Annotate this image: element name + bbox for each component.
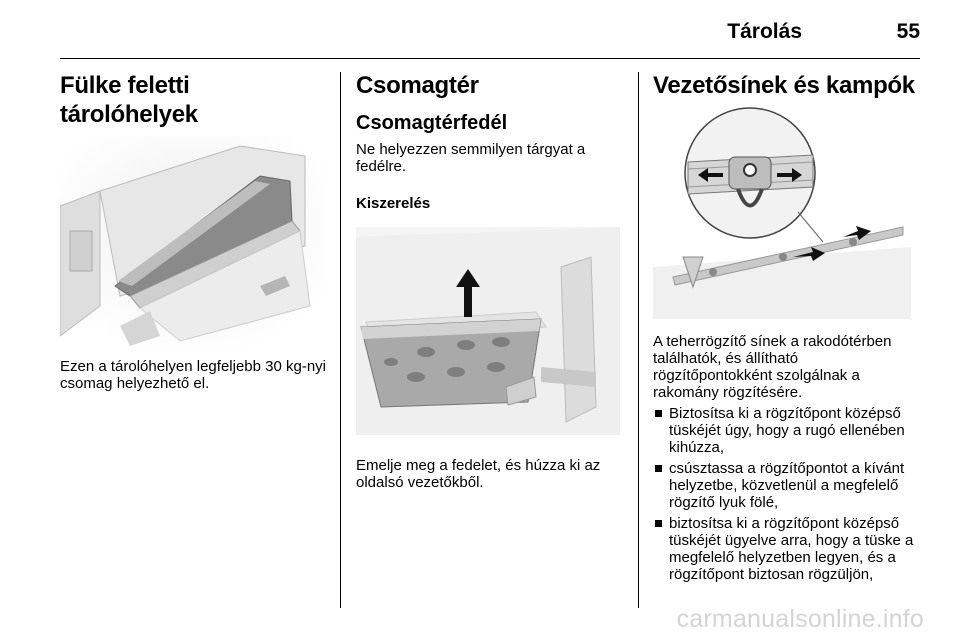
column-overhead-storage [60,72,330,392]
list-item: csúsztassa a rögzítőpontot a kívánt helyzetbe, közvetlenül a megfelelő rögzítő lyuk fölé, [653,460,925,511]
column-rails-hooks [653,72,925,587]
watermark: carmanualsonline.info [676,605,924,633]
column-luggage-compartment [356,72,624,491]
rails-intro: A teherrögzítő sínek a rakodótérben találhatók, és állítható rögzítőpontokként szolgálnak a rakomány rögzítésére. [653,332,892,401]
rails-instructions-list [653,405,925,583]
luggage-cover-illustration [356,227,620,435]
section-title: Tárolás [727,20,802,43]
list-item: Biztosítsa ki a rögzítőpont középső tüskéjét úgy, hogy a rugó ellenében kihúzza, [653,405,925,456]
column-divider [340,72,341,608]
list-item: biztosítsa ki a rögzítőpont középső tüskéjét ügyelve arra, hogy a tüske a megfelelő helyzetben legyen, és a rögzítőpont biztosan rögzüljön, [653,515,925,583]
overhead-storage-caption: Ezen a tárolóhelyen legfeljebb 30 kg-nyi csomag helyezhető el. [60,357,327,392]
page-number: 55 [896,20,920,43]
column-divider [638,72,639,608]
rail-hook-illustration [653,107,911,319]
overhead-storage-illustration [60,136,322,346]
heading-luggage-cover: Csomagtérfedél [356,111,508,134]
heading-removal: Kiszerelés [356,194,431,212]
header-rule [60,58,920,59]
heading-rails-hooks: Vezetősínek és kampók [653,72,915,99]
luggage-cover-intro: Ne helyezzen semmilyen tárgyat a fedélre. [356,140,586,175]
heading-luggage-compartment: Csomagtér [356,72,479,99]
heading-overhead-storage: Fülke feletti tárolóhelyek [60,72,198,128]
page-header [60,14,920,60]
removal-caption: Emelje meg a fedelet, és húzza ki az oldalsó vezetőkből. [356,456,601,491]
